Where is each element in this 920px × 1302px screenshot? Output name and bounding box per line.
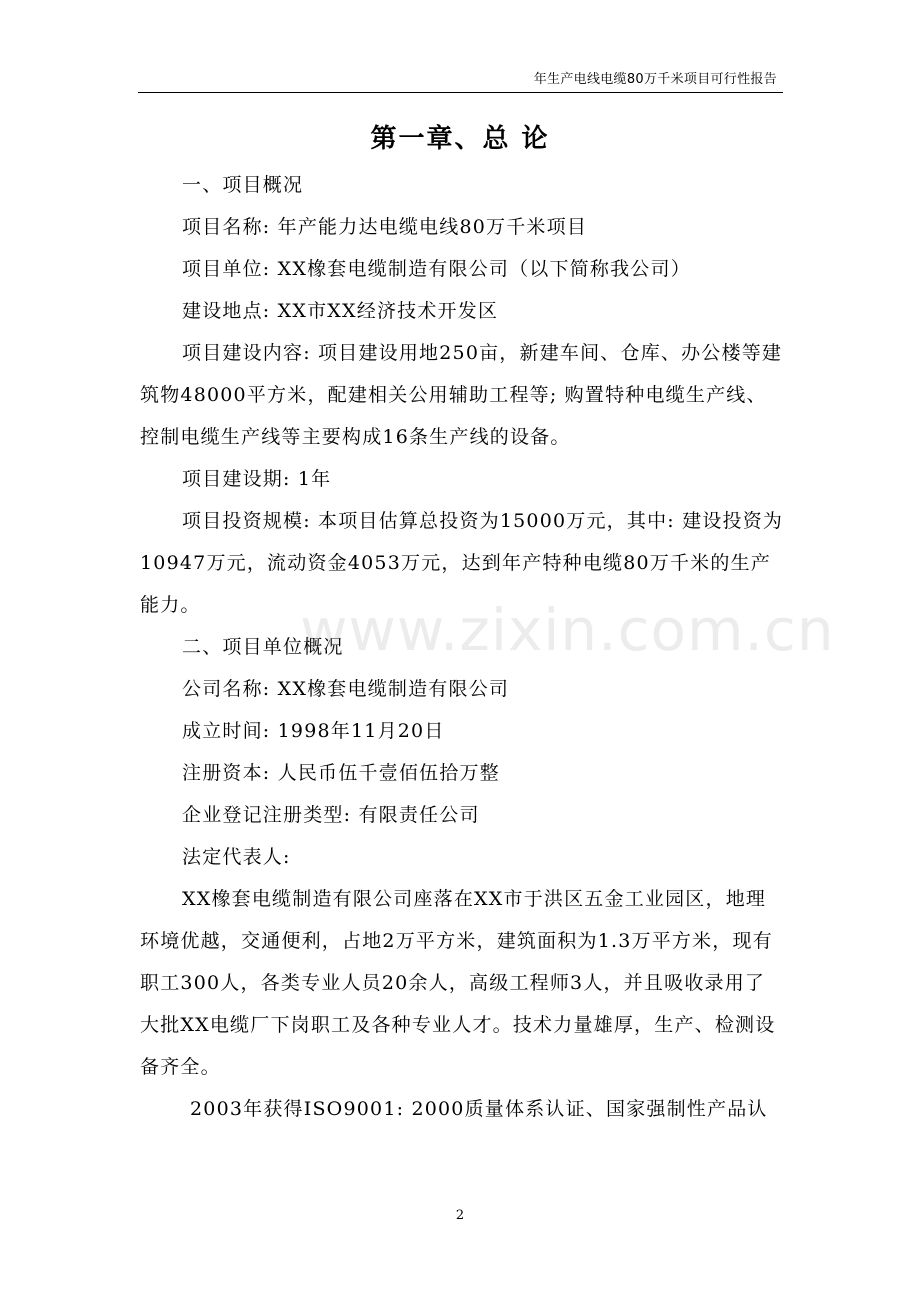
project-unit: 项目单位: XX橡套电缆制造有限公司（以下简称我公司） <box>182 258 691 280</box>
registration-type: 企业登记注册类型: 有限责任公司 <box>182 804 480 826</box>
page-header <box>138 66 783 93</box>
company-name: 公司名称: XX橡套电缆制造有限公司 <box>182 678 510 700</box>
chapter-title: 第一章、总 论 <box>370 124 550 154</box>
registered-capital: 注册资本: 人民币伍千壹佰伍拾万整 <box>182 762 500 784</box>
established-date: 成立时间: 1998年11月20日 <box>182 720 445 742</box>
investment-scale: 项目投资规模: 本项目估算总投资为15000万元，其中: 建设投资为10947万元，流动资金4053万元，达到年产特种电缆80万千米的生产能力。 <box>140 510 784 616</box>
header-title: 年生产电线电缆80万千米项目可行性报告 <box>533 72 777 87</box>
company-description: XX橡套电缆制造有限公司座落在XX市于洪区五金工业园区，地理环境优越，交通便利，占地2万平方米，建筑面积为1.3万平方米，现有职工300人，各类专业人员20余人，高级工程师3人，并且吸收录用了大批XX电缆厂下岗职工及各种专业人才。技术力量雄厚，生产、检测设备齐全。 <box>140 888 776 1078</box>
legal-representative: 法定代表人: <box>182 846 291 868</box>
watermark: www.zixin.com.cn <box>300 596 835 664</box>
page-number: 2 <box>455 1208 465 1223</box>
project-name: 项目名称: 年产能力达电缆电线80万千米项目 <box>182 216 588 238</box>
certification-paragraph: 2003年获得ISO9001: 2000质量体系认证、国家强制性产品认 <box>190 1098 768 1120</box>
construction-content: 项目建设内容: 项目建设用地250亩，新建车间、仓库、办公楼等建筑物48000平方米，配建相关公用辅助工程等; 购置特种电缆生产线、控制电缆生产线等主要构成16条生产线的设备。 <box>140 342 783 448</box>
section-heading-company: 二、项目单位概况 <box>182 636 344 658</box>
section-heading-overview: 一、项目概况 <box>182 174 304 196</box>
construction-period: 项目建设期: 1年 <box>182 468 332 490</box>
construction-site: 建设地点: XX市XX经济技术开发区 <box>182 300 499 322</box>
